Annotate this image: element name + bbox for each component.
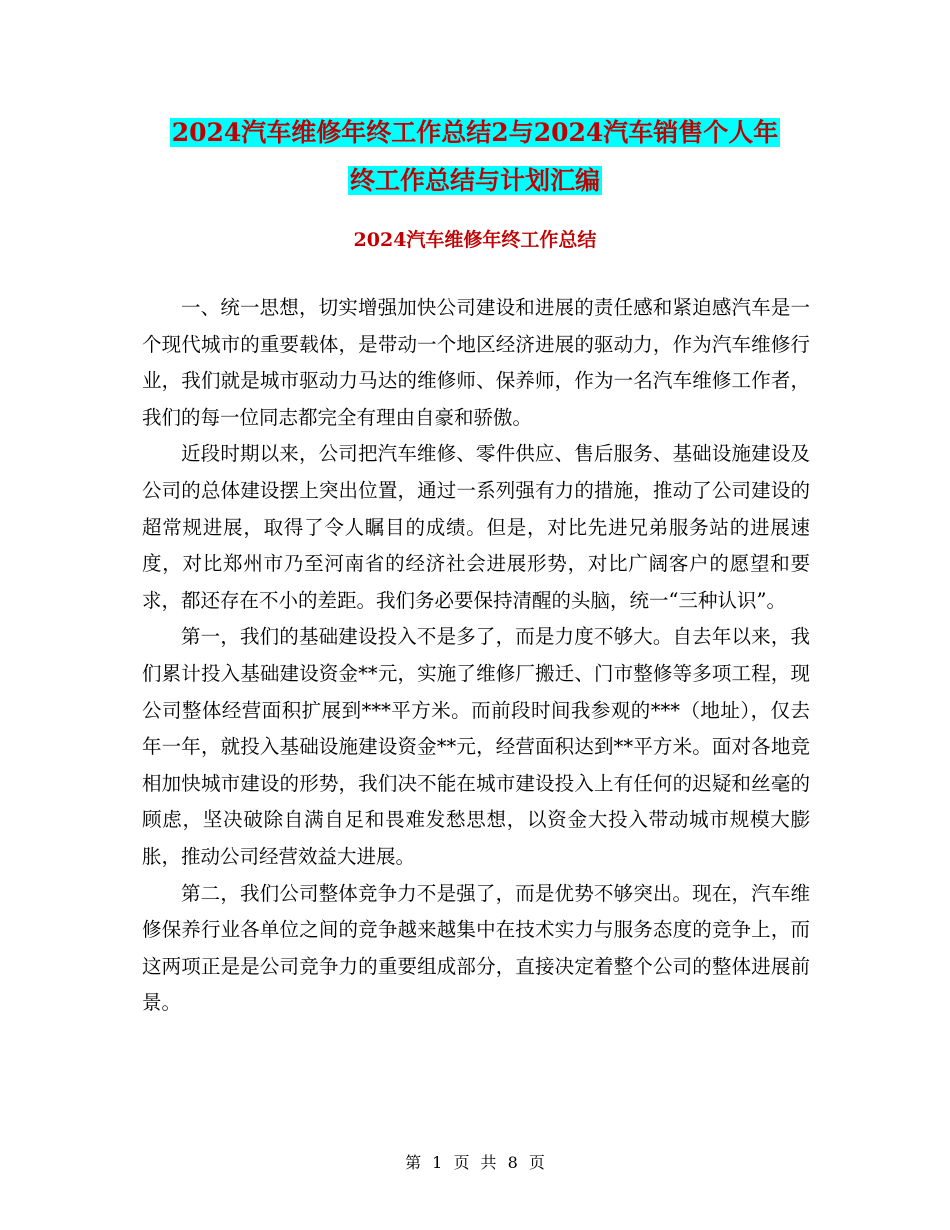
page-number-footer: 第 1 页 共 8 页 bbox=[405, 1153, 545, 1172]
title-line-2: 终工作总结与计划汇编 bbox=[349, 166, 600, 195]
paragraph: 一、统一思想，切实增强加快公司建设和进展的责任感和紧迫感汽车是一个现代城市的重要载体，是带动一个地区经济进展的驱动力，作为汽车维修行业，我们就是城市驱动力马达的维修师、保养师，作为一名汽车维修工作者，我们的每一位同志都完全有理由自豪和骄傲。 bbox=[142, 296, 810, 429]
document-body bbox=[142, 290, 810, 1022]
paragraph: 第二，我们公司整体竞争力不是强了，而是优势不够突出。现在，汽车维修保养行业各单位之间的竞争越来越集中在技术实力与服务态度的竞争上，而这两项正是是公司竞争力的重要组成部分，直接决定着整个公司的整体进展前景。 bbox=[142, 881, 810, 1015]
paragraph: 近段时期以来，公司把汽车维修、零件供应、售后服务、基础设施建设及公司的总体建设摆上突出位置，通过一系列强有力的措施，推动了公司建设的超常规进展，取得了令人瞩目的成绩。但是，对比先进兄弟服务站的进展速度，对比郑州市乃至河南省的经济社会进展形势，对比广阔客户的愿望和要求，都还存在不小的差距。我们务必要保持清醒的头脑，统一“三种认识”。 bbox=[142, 442, 810, 612]
section-title: 2024汽车维修年终工作总结 bbox=[353, 229, 597, 251]
paragraph: 第一，我们的基础建设投入不是多了，而是力度不够大。自去年以来，我们累计投入基础建设资金**元，实施了维修厂搬迁、门市整修等多项工程，现公司整体经营面积扩展到***平方米。而前段时间我参观的***（地址），仅去年一年，就投入基础设施建设资金**元，经营面积达到**平方米。面对各地竞相加快城市建设的形势，我们决不能在城市建设投入上有任何的迟疑和丝毫的顾虑，坚决破除自满自足和畏难发愁思想，以资金大投入带动城市规模大膨胀，推动公司经营效益大进展。 bbox=[142, 625, 810, 868]
title-line-1: 2024汽车维修年终工作总结2与2024汽车销售个人年 bbox=[171, 118, 779, 147]
document-title bbox=[0, 110, 950, 204]
